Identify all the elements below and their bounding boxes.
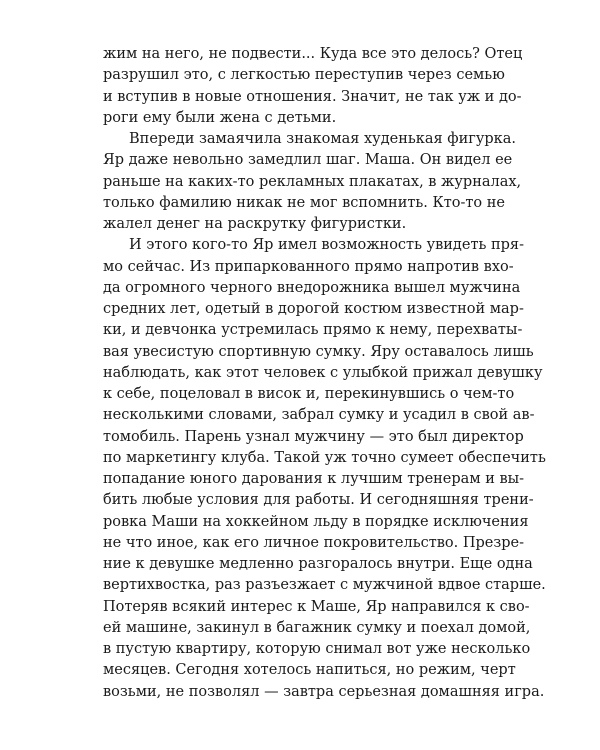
paragraph [103, 129, 522, 235]
paragraph [103, 44, 523, 129]
text-line: да огромного черного внедорожника вышел мужчина [103, 279, 521, 296]
text-line: по маркетингу клуба. Такой уж точно сумеет обеспечить [103, 449, 546, 466]
text-line: Впереди замаячила знакомая худенькая фигурка. [129, 131, 516, 147]
text-line: ровка Маши на хоккейном льду в порядке исключения [103, 513, 529, 530]
text-line: месяцев. Сегодня хотелось напиться, но режим, черт [103, 662, 516, 679]
paragraph [103, 235, 546, 703]
text-line: ей машине, закинул в багажник сумку и поехал домой, [103, 619, 531, 636]
text-line: И этого кого-то Яр имел возможность увидеть пря- [129, 237, 524, 254]
text-line: попадание юного дарования к лучшим тренерам и вы- [103, 471, 525, 487]
text-line: вертихвостка, раз разъезжает с мужчиной вдвое старше. [103, 577, 546, 594]
text-line: возьми, не позволял — завтра серьезная домашняя игра. [103, 683, 545, 700]
text-line: ки, и девчонка устремилась прямо к нему, перехваты- [103, 322, 523, 339]
text-line: Потеряв всякий интерес к Маше, Яр направился к сво- [103, 598, 530, 615]
text-line: несколькими словами, забрал сумку и усадил в свой ав- [103, 407, 535, 424]
text-line: разрушил это, с легкостью переступив через семью [103, 67, 505, 84]
text-line: вая увесистую спортивную сумку. Яру оставалось лишь [103, 343, 534, 360]
text-line: только фамилию никак не мог вспомнить. Кто-то не [103, 194, 505, 211]
text-line: средних лет, одетый в дорогой костюм известной мар- [103, 301, 524, 317]
text-line: и вступив в новые отношения. Значит, не так уж и до- [103, 88, 522, 105]
text-line: не что иное, как его личное покровительство. Презре- [103, 534, 525, 551]
text-line: наблюдать, как этот человек с улыбкой прижал девушку [103, 364, 543, 381]
text-line: к себе, поцеловал в висок и, перекинувшись о чем-то [103, 386, 515, 402]
text-line: жим на него, не подвести... Куда все это делось? Отец [103, 46, 523, 62]
text-line: роги ему были жена с детьми. [103, 109, 337, 126]
page-body-text [103, 44, 546, 703]
text-line: томобиль. Парень узнал мужчину — это был директор [103, 428, 524, 445]
text-line: жалел денег на раскрутку фигуристки. [103, 216, 407, 232]
text-line: Яр даже невольно замедлил шаг. Маша. Он видел ее [103, 152, 513, 169]
text-line: в пустую квартиру, которую снимал вот уже несколько [103, 641, 531, 657]
text-line: ние к девушке медленно разгоралось внутри. Еще одна [103, 556, 533, 572]
text-line: раньше на каких-то рекламных плакатах, в журналах, [103, 173, 522, 190]
text-line: мо сейчас. Из припаркованного прямо напротив вхо- [103, 258, 514, 275]
text-line: бить любые условия для работы. И сегодняшняя трени- [103, 492, 534, 509]
